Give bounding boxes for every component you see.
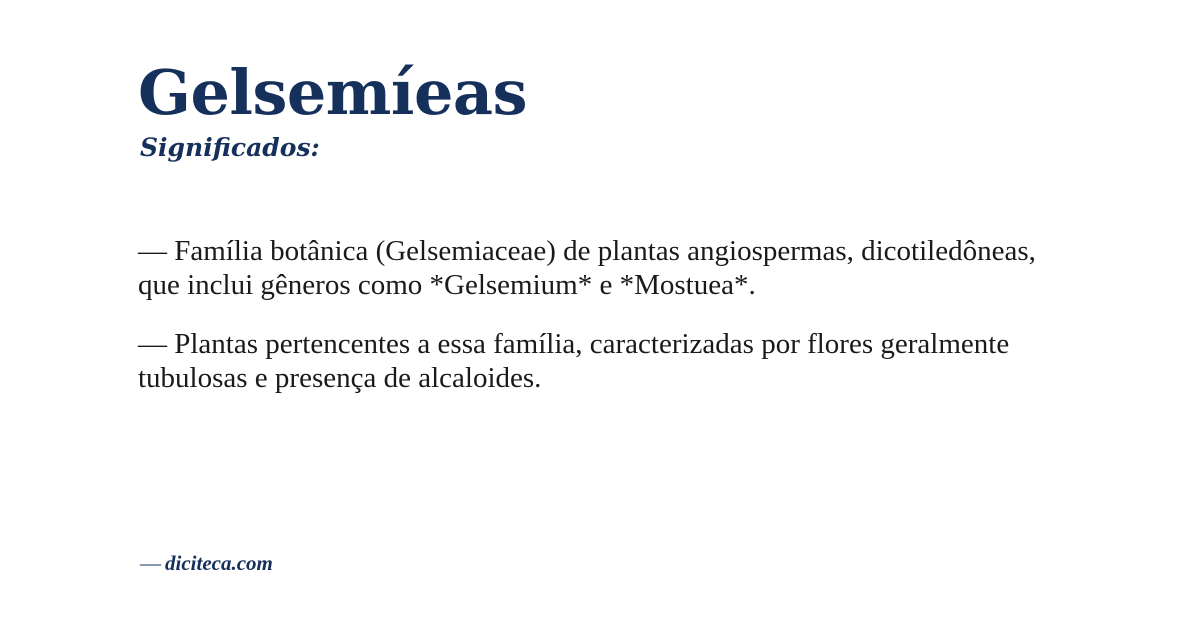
definition-item: — Família botânica (Gelsemiaceae) de plantas angiospermas, dicotiledôneas, que inclui gêneros como *Gelsemium* e *Mostuea*. xyxy=(138,235,1036,302)
attribution-dash: — xyxy=(140,551,161,575)
page-title: Gelsemíeas xyxy=(138,56,527,129)
definition-item: — Plantas pertencentes a essa família, caracterizadas por flores geralmente tubulosas e presença de alcaloides. xyxy=(138,327,1010,394)
source-name: diciteca.com xyxy=(165,551,273,575)
source-attribution xyxy=(140,551,273,576)
subtitle-label: Significados: xyxy=(140,133,320,163)
definitions-list xyxy=(138,234,1062,395)
